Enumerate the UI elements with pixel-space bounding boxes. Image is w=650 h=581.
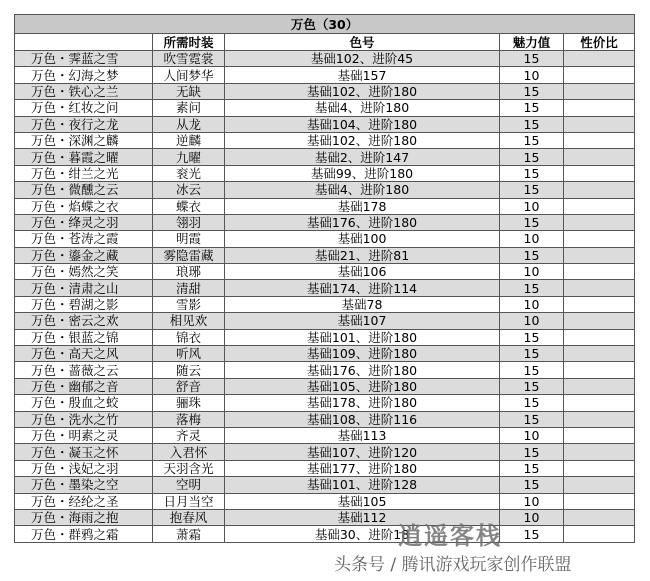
cell-outfit: 人间梦华 [153,67,225,83]
cell-outfit: 天羽含光 [153,460,225,476]
table-title: 万色（30） [15,15,635,34]
table-header-row [15,34,635,51]
cell-value [564,313,635,329]
cell-value [564,526,635,542]
table-row [15,214,635,230]
table-row [15,116,635,132]
cell-color: 基础174、进阶114 [225,280,500,296]
cell-color: 基础106 [225,264,500,280]
table-row [15,231,635,247]
cell-color: 基础100 [225,231,500,247]
cell-outfit: 吹雪霓裳 [153,51,225,67]
brand-watermark-text: 逍遥客栈 [398,521,502,550]
cell-charm: 10 [500,427,564,443]
cell-name: 万色・绀兰之光 [15,165,153,181]
table-row [15,280,635,296]
cell-color: 基础4、进阶180 [225,100,500,116]
cell-charm: 15 [500,477,564,493]
cell-color: 基础108、进阶116 [225,411,500,427]
cell-value [564,395,635,411]
cell-name: 万色・绛灵之羽 [15,214,153,230]
cell-name: 万色・碧湖之影 [15,296,153,312]
table-row [15,427,635,443]
cell-charm: 10 [500,264,564,280]
cell-charm: 15 [500,362,564,378]
cell-value [564,83,635,99]
cell-color: 基础101、进阶180 [225,329,500,345]
cell-name: 万色・明素之灵 [15,427,153,443]
cell-color: 基础4、进阶180 [225,182,500,198]
cell-outfit: 空明 [153,477,225,493]
cell-charm: 15 [500,116,564,132]
cell-value [564,149,635,165]
cell-color: 基础101、进阶128 [225,477,500,493]
cell-color: 基础99、进阶180 [225,165,500,181]
cell-outfit: 舒音 [153,378,225,394]
cell-name: 万色・海雨之抱 [15,509,153,525]
cell-outfit: 逆麟 [153,132,225,148]
cell-name: 万色・深渊之麟 [15,132,153,148]
cell-name: 万色・墨染之空 [15,477,153,493]
cell-charm: 15 [500,346,564,362]
cell-color: 基础176、进阶180 [225,214,500,230]
cell-value [564,198,635,214]
cell-name: 万色・嫣然之笑 [15,264,153,280]
cell-charm: 15 [500,280,564,296]
cell-name: 万色・凝玉之怀 [15,444,153,460]
cell-charm: 15 [500,214,564,230]
cell-outfit: 齐灵 [153,427,225,443]
cell-charm: 10 [500,231,564,247]
cell-charm: 15 [500,378,564,394]
cell-name: 万色・浅妃之羽 [15,460,153,476]
cell-charm: 15 [500,132,564,148]
header-charm: 魅力值 [500,34,564,51]
cell-name: 万色・蔷薇之云 [15,362,153,378]
cell-name: 万色・清肃之山 [15,280,153,296]
cell-outfit: 锦衣 [153,329,225,345]
cell-value [564,165,635,181]
table-row [15,460,635,476]
table-row [15,329,635,345]
cell-color: 基础177、进阶180 [225,460,500,476]
cell-outfit: 抱春风 [153,509,225,525]
cell-outfit: 衮光 [153,165,225,181]
header-value: 性价比 [564,34,635,51]
cell-name: 万色・铁心之兰 [15,83,153,99]
cell-value [564,214,635,230]
cell-outfit: 萧霜 [153,526,225,542]
table-row [15,493,635,509]
cell-name: 万色・银蓝之锦 [15,329,153,345]
cell-name: 万色・夜行之龙 [15,116,153,132]
cell-outfit: 骊珠 [153,395,225,411]
table-row [15,296,635,312]
cell-color: 基础105、进阶180 [225,378,500,394]
header-outfit: 所需时装 [153,34,225,51]
table-title-row [15,15,635,34]
cell-value [564,378,635,394]
costume-color-table [14,14,635,543]
cell-value [564,460,635,476]
cell-charm: 10 [500,198,564,214]
cell-outfit: 无缺 [153,83,225,99]
cell-name: 万色・暮霞之曜 [15,149,153,165]
cell-name: 万色・高天之风 [15,346,153,362]
cell-charm: 10 [500,509,564,525]
table-row [15,165,635,181]
table-row [15,526,635,542]
table-row [15,444,635,460]
cell-name: 万色・焰蝶之衣 [15,198,153,214]
header-color: 色号 [225,34,500,51]
header-name [15,34,153,51]
table-row [15,411,635,427]
cell-outfit: 明霞 [153,231,225,247]
cell-charm: 15 [500,83,564,99]
cell-charm: 15 [500,165,564,181]
cell-outfit: 日月当空 [153,493,225,509]
cell-charm: 15 [500,329,564,345]
cell-charm: 15 [500,51,564,67]
cell-name: 万色・经纶之圣 [15,493,153,509]
table-row [15,83,635,99]
table-row [15,509,635,525]
cell-color: 基础30、进阶18 [225,526,500,542]
cell-value [564,477,635,493]
cell-name: 万色・霁蓝之雪 [15,51,153,67]
table-row [15,477,635,493]
cell-value [564,346,635,362]
cell-outfit: 随云 [153,362,225,378]
cell-outfit: 入君怀 [153,444,225,460]
cell-outfit: 雾隐雷藏 [153,247,225,263]
cell-color: 基础102、进阶45 [225,51,500,67]
source-watermark: 头条号 / 腾讯游戏玩家创作联盟 [334,555,572,575]
table-row [15,149,635,165]
cell-charm: 15 [500,411,564,427]
cell-name: 万色・群鸦之霜 [15,526,153,542]
cell-charm: 15 [500,395,564,411]
cell-name: 万色・洗水之竹 [15,411,153,427]
cell-value [564,362,635,378]
cell-color: 基础78 [225,296,500,312]
cell-charm: 10 [500,67,564,83]
table-row [15,346,635,362]
cell-color: 基础178 [225,198,500,214]
cell-value [564,247,635,263]
cell-charm: 15 [500,444,564,460]
cell-value [564,280,635,296]
cell-value [564,427,635,443]
cell-name: 万色・苍涛之霞 [15,231,153,247]
cell-charm: 10 [500,493,564,509]
cell-value [564,231,635,247]
cell-outfit: 从龙 [153,116,225,132]
cell-value [564,116,635,132]
table-row [15,395,635,411]
cell-name: 万色・鎏金之藏 [15,247,153,263]
cell-color: 基础112 [225,509,500,525]
cell-color: 基础21、进阶81 [225,247,500,263]
cell-outfit: 翎羽 [153,214,225,230]
table-row [15,100,635,116]
cell-outfit: 听风 [153,346,225,362]
cell-value [564,132,635,148]
cell-color: 基础157 [225,67,500,83]
cell-outfit: 素问 [153,100,225,116]
cell-value [564,444,635,460]
cell-name: 万色・红妆之问 [15,100,153,116]
cell-name: 万色・幽郁之音 [15,378,153,394]
cell-name: 万色・幻海之梦 [15,67,153,83]
cell-charm: 15 [500,182,564,198]
cell-color: 基础178、进阶180 [225,395,500,411]
cell-outfit: 琅琊 [153,264,225,280]
cell-value [564,296,635,312]
cell-color: 基础104、进阶180 [225,116,500,132]
cell-charm: 10 [500,313,564,329]
cell-color: 基础109、进阶180 [225,346,500,362]
cell-color: 基础176、进阶180 [225,362,500,378]
cell-name: 万色・密云之欢 [15,313,153,329]
brand-watermark [398,516,518,552]
cell-value [564,493,635,509]
cell-outfit: 九曜 [153,149,225,165]
cell-value [564,182,635,198]
cell-outfit: 雪影 [153,296,225,312]
table-row [15,132,635,148]
cell-outfit: 相见欢 [153,313,225,329]
cell-value [564,264,635,280]
cell-outfit: 蝶衣 [153,198,225,214]
table-row [15,313,635,329]
cell-outfit: 落梅 [153,411,225,427]
cell-charm: 10 [500,296,564,312]
table-row [15,264,635,280]
table-row [15,182,635,198]
cell-color: 基础105 [225,493,500,509]
cell-value [564,67,635,83]
cell-name: 万色・微醺之云 [15,182,153,198]
cell-color: 基础107 [225,313,500,329]
cell-color: 基础113 [225,427,500,443]
cell-outfit: 冰云 [153,182,225,198]
cell-outfit: 清甜 [153,280,225,296]
table-row [15,378,635,394]
cell-color: 基础102、进阶180 [225,83,500,99]
cell-color: 基础2、进阶147 [225,149,500,165]
table-row [15,247,635,263]
table-row [15,51,635,67]
cell-color: 基础107、进阶120 [225,444,500,460]
cell-value [564,329,635,345]
cell-value [564,51,635,67]
cell-charm: 15 [500,100,564,116]
table-row [15,198,635,214]
cell-color: 基础102、进阶180 [225,132,500,148]
cell-charm: 15 [500,149,564,165]
cell-charm: 15 [500,247,564,263]
cell-charm: 15 [500,526,564,542]
table-row [15,67,635,83]
cell-value [564,411,635,427]
cell-value [564,100,635,116]
cell-value [564,509,635,525]
cell-charm: 15 [500,460,564,476]
cell-name: 万色・殷血之蛟 [15,395,153,411]
table-row [15,362,635,378]
